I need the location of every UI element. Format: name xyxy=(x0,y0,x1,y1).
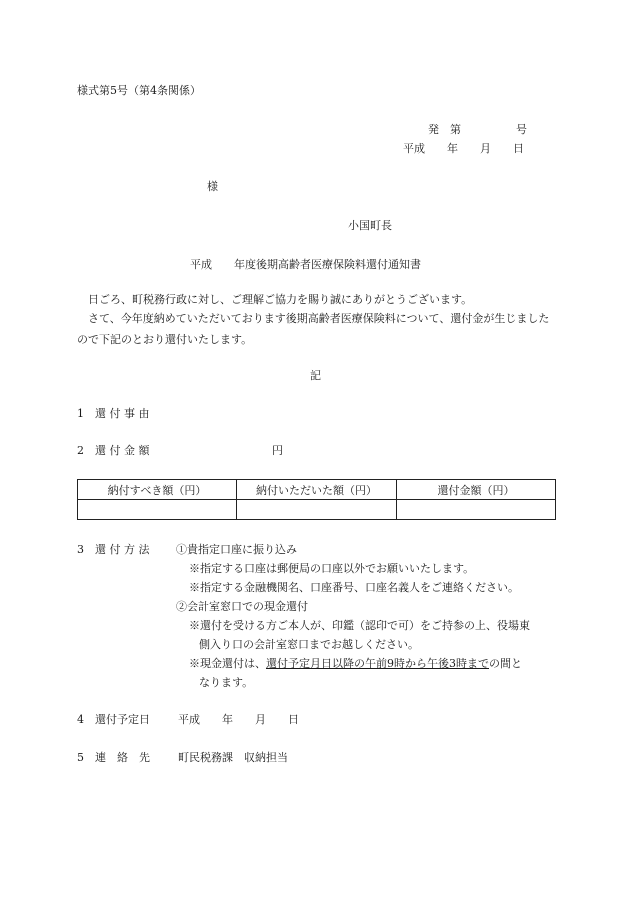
table-header-row xyxy=(78,480,556,500)
item2-number: 2 xyxy=(77,444,84,457)
option-bank-transfer: ①貴指定口座に振り込み xyxy=(176,543,297,556)
item3-label: 還 付 方 法 xyxy=(95,543,150,556)
addressee-honorific: 様 xyxy=(207,180,218,193)
option-bank-note-2: ※指定する金融機関名、口座番号、口座名義人をご連絡ください。 xyxy=(189,581,519,594)
item4-number: 4 xyxy=(77,713,84,726)
item1-label: 還 付 事 由 xyxy=(95,407,150,420)
option-cash-refund: ②会計室窓口での現金還付 xyxy=(176,600,308,613)
item2-label: 還 付 金 額 xyxy=(95,444,150,457)
cash-note-underlined: 還付予定月日以降の午前9時から午後3時まで xyxy=(266,657,489,670)
option-cash-note-2a xyxy=(189,657,522,671)
body-paragraph-1: 日ごろ、町税務行政に対し、ご理解ご協力を賜り誠にありがとうございます。 xyxy=(88,293,473,306)
form-label: 様式第5号（第4条関係） xyxy=(77,84,201,97)
issue-number: 発 第 号 xyxy=(428,123,527,136)
option-cash-note-1b: 側入り口の会計室窓口までお越しください。 xyxy=(199,638,419,651)
refund-amount-table xyxy=(77,479,556,520)
item1-number: 1 xyxy=(77,407,84,420)
item5-label: 連 絡 先 xyxy=(95,751,150,764)
option-cash-note-2b: なります。 xyxy=(199,676,254,689)
item5-number: 5 xyxy=(77,751,84,764)
option-bank-note-1: ※指定する口座は郵便局の口座以外でお願いいたします。 xyxy=(189,562,475,575)
table-cell xyxy=(237,500,397,520)
option-cash-note-1a: ※還付を受ける方ご本人が、印鑑（認印で可）をご持参の上、役場東 xyxy=(189,619,530,632)
cash-note-suffix: の間と xyxy=(489,657,522,670)
cash-note-prefix: ※現金還付は、 xyxy=(189,657,266,670)
issue-date: 平成 年 月 日 xyxy=(403,142,524,155)
issuer-name: 小国町長 xyxy=(348,219,392,232)
item4-label: 還付予定日 xyxy=(95,713,150,726)
table-header-cell: 還付金額（円） xyxy=(397,480,556,500)
table-header-cell: 納付いただいた額（円） xyxy=(237,480,397,500)
table-header-cell: 納付すべき額（円） xyxy=(78,480,237,500)
table-cell xyxy=(78,500,237,520)
item2-unit: 円 xyxy=(272,444,283,457)
table-row xyxy=(78,500,556,520)
item3-number: 3 xyxy=(77,543,84,556)
body-paragraph-2: さて、今年度納めていただいております後期高齢者医療保険料について、還付金が生じましたので下記のとおり還付いたします。 xyxy=(77,312,550,346)
ki-heading: 記 xyxy=(310,369,321,382)
document-title: 平成 年度後期高齢者医療保険料還付通知書 xyxy=(190,258,421,271)
contact-department: 町民税務課 収納担当 xyxy=(178,751,288,764)
table-cell xyxy=(397,500,556,520)
refund-scheduled-date: 平成 年 月 日 xyxy=(178,713,299,726)
